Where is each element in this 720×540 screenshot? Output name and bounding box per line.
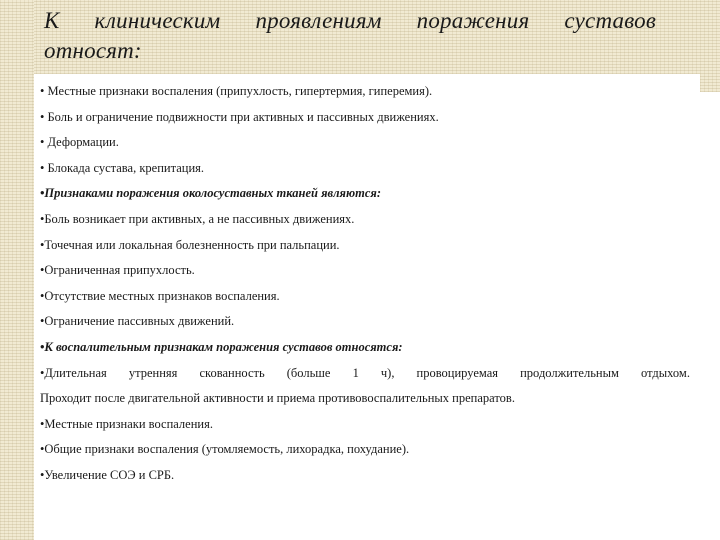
bullet-list bbox=[40, 84, 690, 494]
section-heading: •К воспалительным признакам поражения суставов относятся: bbox=[40, 339, 403, 354]
section-heading: •Признаками поражения околосуставных тканей являются: bbox=[40, 186, 381, 201]
word: ч), bbox=[380, 365, 395, 380]
list-item: Проходит после двигательной активности и приема противовоспалительных препаратов. bbox=[40, 391, 515, 406]
list-item: • Местные признаки воспаления (припухлость, гипертермия, гиперемия). bbox=[40, 84, 433, 98]
word: •Длительная bbox=[40, 365, 107, 380]
list-item: •Увеличение СОЭ и СРБ. bbox=[40, 467, 175, 482]
word: продолжительным bbox=[520, 365, 619, 380]
title-word: К bbox=[44, 8, 60, 33]
word: отдыхом. bbox=[640, 365, 690, 380]
list-item: •Точечная или локальная болезненность при пальпации. bbox=[40, 237, 340, 252]
word: (больше bbox=[286, 365, 331, 380]
word: утренняя bbox=[128, 365, 178, 380]
word: провоцируемая bbox=[416, 365, 499, 380]
list-item: •Общие признаки воспаления (утомляемость, лихорадка, похудание). bbox=[40, 442, 410, 457]
title-word: поражения bbox=[416, 8, 530, 33]
list-item: • Деформации. bbox=[40, 135, 119, 150]
list-item: •Отсутствие местных признаков воспаления. bbox=[40, 288, 280, 303]
word: скованность bbox=[199, 365, 265, 380]
title-word: проявлениям bbox=[255, 8, 382, 33]
list-item: • Боль и ограничение подвижности при активных и пассивных движениях. bbox=[40, 109, 439, 124]
title-word: суставов bbox=[564, 8, 656, 33]
list-item: •Ограничение пассивных движений. bbox=[40, 314, 235, 329]
word: 1 bbox=[352, 365, 359, 380]
title-word: клиническим bbox=[94, 8, 221, 33]
list-item: • Блокада сустава, крепитация. bbox=[40, 160, 205, 175]
parchment-texture-left bbox=[0, 0, 34, 540]
list-item: •Местные признаки воспаления. bbox=[40, 416, 213, 431]
list-item: •Ограниченная припухлость. bbox=[40, 263, 195, 278]
list-item: •Боль возникает при активных, а не пассивных движениях. bbox=[40, 211, 355, 226]
title-line-2: относят: bbox=[44, 38, 142, 63]
slide-title bbox=[44, 6, 656, 66]
title-line-1 bbox=[44, 6, 656, 36]
list-item bbox=[40, 366, 690, 392]
